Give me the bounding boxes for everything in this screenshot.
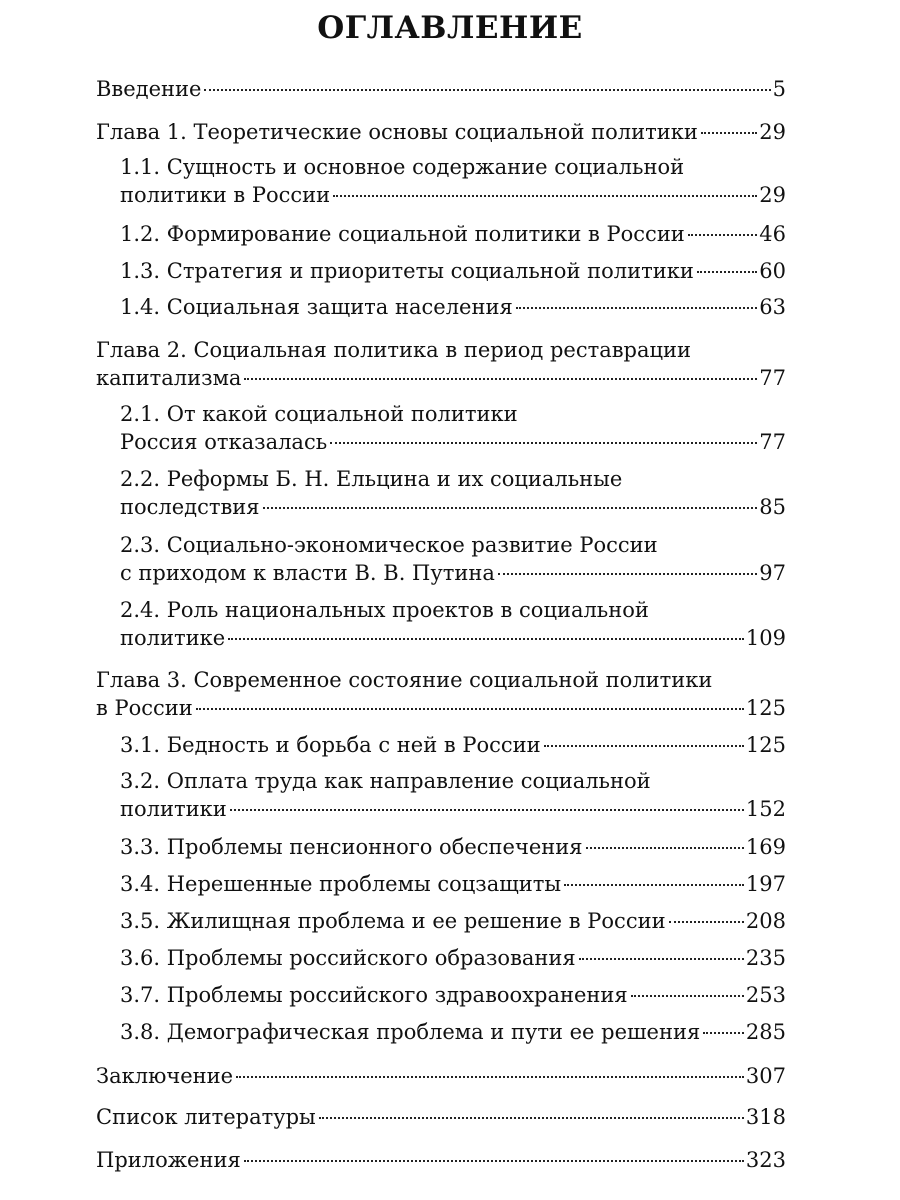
- toc-entry-section-1-4[interactable]: [120, 293, 786, 321]
- toc-entry-page: 125: [745, 696, 786, 720]
- toc-entry-title: 3.5. Жилищная проблема и ее решение в России: [120, 909, 666, 933]
- leader-dots: [196, 708, 744, 710]
- toc-entry-title: последствия: [120, 495, 260, 519]
- toc-entry-section-2-4[interactable]: [120, 596, 786, 652]
- toc-entry-page: 307: [745, 1064, 786, 1088]
- leader-dots: [333, 195, 757, 197]
- toc-entry-title: Введение: [96, 77, 202, 101]
- leader-dots: [579, 958, 744, 960]
- leader-dots: [701, 132, 757, 134]
- toc-entry-section-1-2[interactable]: [120, 220, 786, 248]
- toc-entry-page: 63: [759, 295, 786, 319]
- toc-entry-chapter-2[interactable]: [96, 336, 786, 392]
- toc-entry-section-2-1[interactable]: [120, 400, 786, 456]
- toc-entry-page: 197: [745, 872, 786, 896]
- leader-dots: [516, 307, 758, 309]
- leader-dots: [263, 507, 758, 509]
- toc-entry-page: 253: [745, 983, 786, 1007]
- toc-entry-title: Глава 1. Теоретические основы социальной политики: [96, 120, 698, 144]
- toc-entry-page: 169: [745, 835, 786, 859]
- toc-entry-title-line-1: Глава 3. Современное состояние социальной политики: [96, 668, 713, 692]
- page-title: ОГЛАВЛЕНИЕ: [317, 10, 583, 46]
- leader-dots: [669, 921, 744, 923]
- toc-entry-title: 3.3. Проблемы пенсионного обеспечения: [120, 835, 583, 859]
- toc-entry-section-2-2[interactable]: [120, 465, 786, 521]
- leader-dots: [564, 884, 744, 886]
- toc-entry-conclusion[interactable]: [96, 1062, 786, 1090]
- leader-dots: [586, 847, 744, 849]
- toc-entry-section-3-8[interactable]: [120, 1018, 786, 1046]
- toc-entry-page: 5: [772, 77, 786, 101]
- toc-entry-title: 3.8. Демографическая проблема и пути ее решения: [120, 1020, 701, 1044]
- leader-dots: [544, 745, 744, 747]
- toc-entry-page: 318: [745, 1105, 786, 1129]
- leader-dots: [631, 995, 744, 997]
- toc-entry-title: капитализма: [96, 366, 242, 390]
- toc-entry-page: 152: [745, 797, 786, 821]
- toc-entry-chapter-1[interactable]: [96, 118, 786, 146]
- toc-entry-page: 29: [759, 183, 786, 207]
- toc-entry-title-line-1: 2.2. Реформы Б. Н. Ельцина и их социальные: [120, 467, 623, 491]
- toc-entry-page: 46: [759, 222, 786, 246]
- toc-entry-page: 97: [759, 561, 786, 585]
- toc-entry-title: 3.7. Проблемы российского здравоохранения: [120, 983, 628, 1007]
- leader-dots: [236, 1076, 744, 1078]
- leader-dots: [688, 234, 757, 236]
- toc-entry-title-line-1: 3.2. Оплата труда как направление социальной: [120, 769, 651, 793]
- toc-entry-section-3-5[interactable]: [120, 907, 786, 935]
- toc-entry-section-3-6[interactable]: [120, 944, 786, 972]
- leader-dots: [228, 638, 744, 640]
- leader-dots: [330, 442, 757, 444]
- toc-entry-title: 3.4. Нерешенные проблемы соцзащиты: [120, 872, 562, 896]
- toc-entry-section-1-1[interactable]: [120, 153, 786, 209]
- leader-dots: [204, 89, 770, 91]
- toc-entry-title: политики в России: [120, 183, 331, 207]
- toc-entry-appendices[interactable]: [96, 1146, 786, 1174]
- toc-entry-title: Список литературы: [96, 1105, 316, 1129]
- toc-entry-title-line-1: Глава 2. Социальная политика в период реставрации: [96, 338, 692, 362]
- toc-entry-section-3-4[interactable]: [120, 870, 786, 898]
- toc-entry-page: 77: [759, 430, 786, 454]
- toc-entry-title-line-1: 2.3. Социально-экономическое развитие России: [120, 533, 658, 557]
- toc-entry-title: политики: [120, 797, 227, 821]
- leader-dots: [498, 573, 757, 575]
- toc-entry-page: 60: [759, 259, 786, 283]
- toc-entry-page: 235: [745, 946, 786, 970]
- toc-entry-section-3-2[interactable]: [120, 767, 786, 823]
- toc-entry-title: Россия отказалась: [120, 430, 328, 454]
- toc-entry-page: 323: [745, 1148, 786, 1172]
- toc-entry-title: 1.3. Стратегия и приоритеты социальной политики: [120, 259, 694, 283]
- toc-entry-section-3-3[interactable]: [120, 833, 786, 861]
- toc-entry-page: 285: [745, 1020, 786, 1044]
- toc-entry-page: 29: [759, 120, 786, 144]
- leader-dots: [244, 378, 757, 380]
- leader-dots: [230, 809, 744, 811]
- toc-entry-title-line-1: 1.1. Сущность и основное содержание социальной: [120, 155, 685, 179]
- toc-entry-title: 1.4. Социальная защита населения: [120, 295, 513, 319]
- toc-entry-page: 77: [759, 366, 786, 390]
- toc-entry-title: с приходом к власти В. В. Путина: [120, 561, 495, 585]
- toc-entry-page: 109: [745, 626, 786, 650]
- toc-entry-title: 3.1. Бедность и борьба с ней в России: [120, 733, 541, 757]
- toc-entry-title: 3.6. Проблемы российского образования: [120, 946, 576, 970]
- toc-entry-title-line-1: 2.4. Роль национальных проектов в социальной: [120, 598, 649, 622]
- toc-entry-title: Приложения: [96, 1148, 241, 1172]
- leader-dots: [244, 1160, 744, 1162]
- toc-entry-chapter-3[interactable]: [96, 666, 786, 722]
- toc-entry-section-1-3[interactable]: [120, 257, 786, 285]
- toc-entry-introduction[interactable]: [96, 75, 786, 103]
- toc-entry-section-3-1[interactable]: [120, 731, 786, 759]
- toc-entry-page: 208: [745, 909, 786, 933]
- toc-entry-title: 1.2. Формирование социальной политики в России: [120, 222, 685, 246]
- toc-entry-title: политике: [120, 626, 226, 650]
- toc-entry-title: Заключение: [96, 1064, 234, 1088]
- toc-entry-section-3-7[interactable]: [120, 981, 786, 1009]
- toc-entry-title-line-1: 2.1. От какой социальной политики: [120, 402, 518, 426]
- toc-entry-bibliography[interactable]: [96, 1103, 786, 1131]
- leader-dots: [319, 1117, 744, 1119]
- leader-dots: [697, 271, 757, 273]
- toc-entry-page: 125: [745, 733, 786, 757]
- toc-entry-title: в России: [96, 696, 193, 720]
- toc-entry-page: 85: [759, 495, 786, 519]
- toc-entry-section-2-3[interactable]: [120, 531, 786, 587]
- leader-dots: [703, 1032, 744, 1034]
